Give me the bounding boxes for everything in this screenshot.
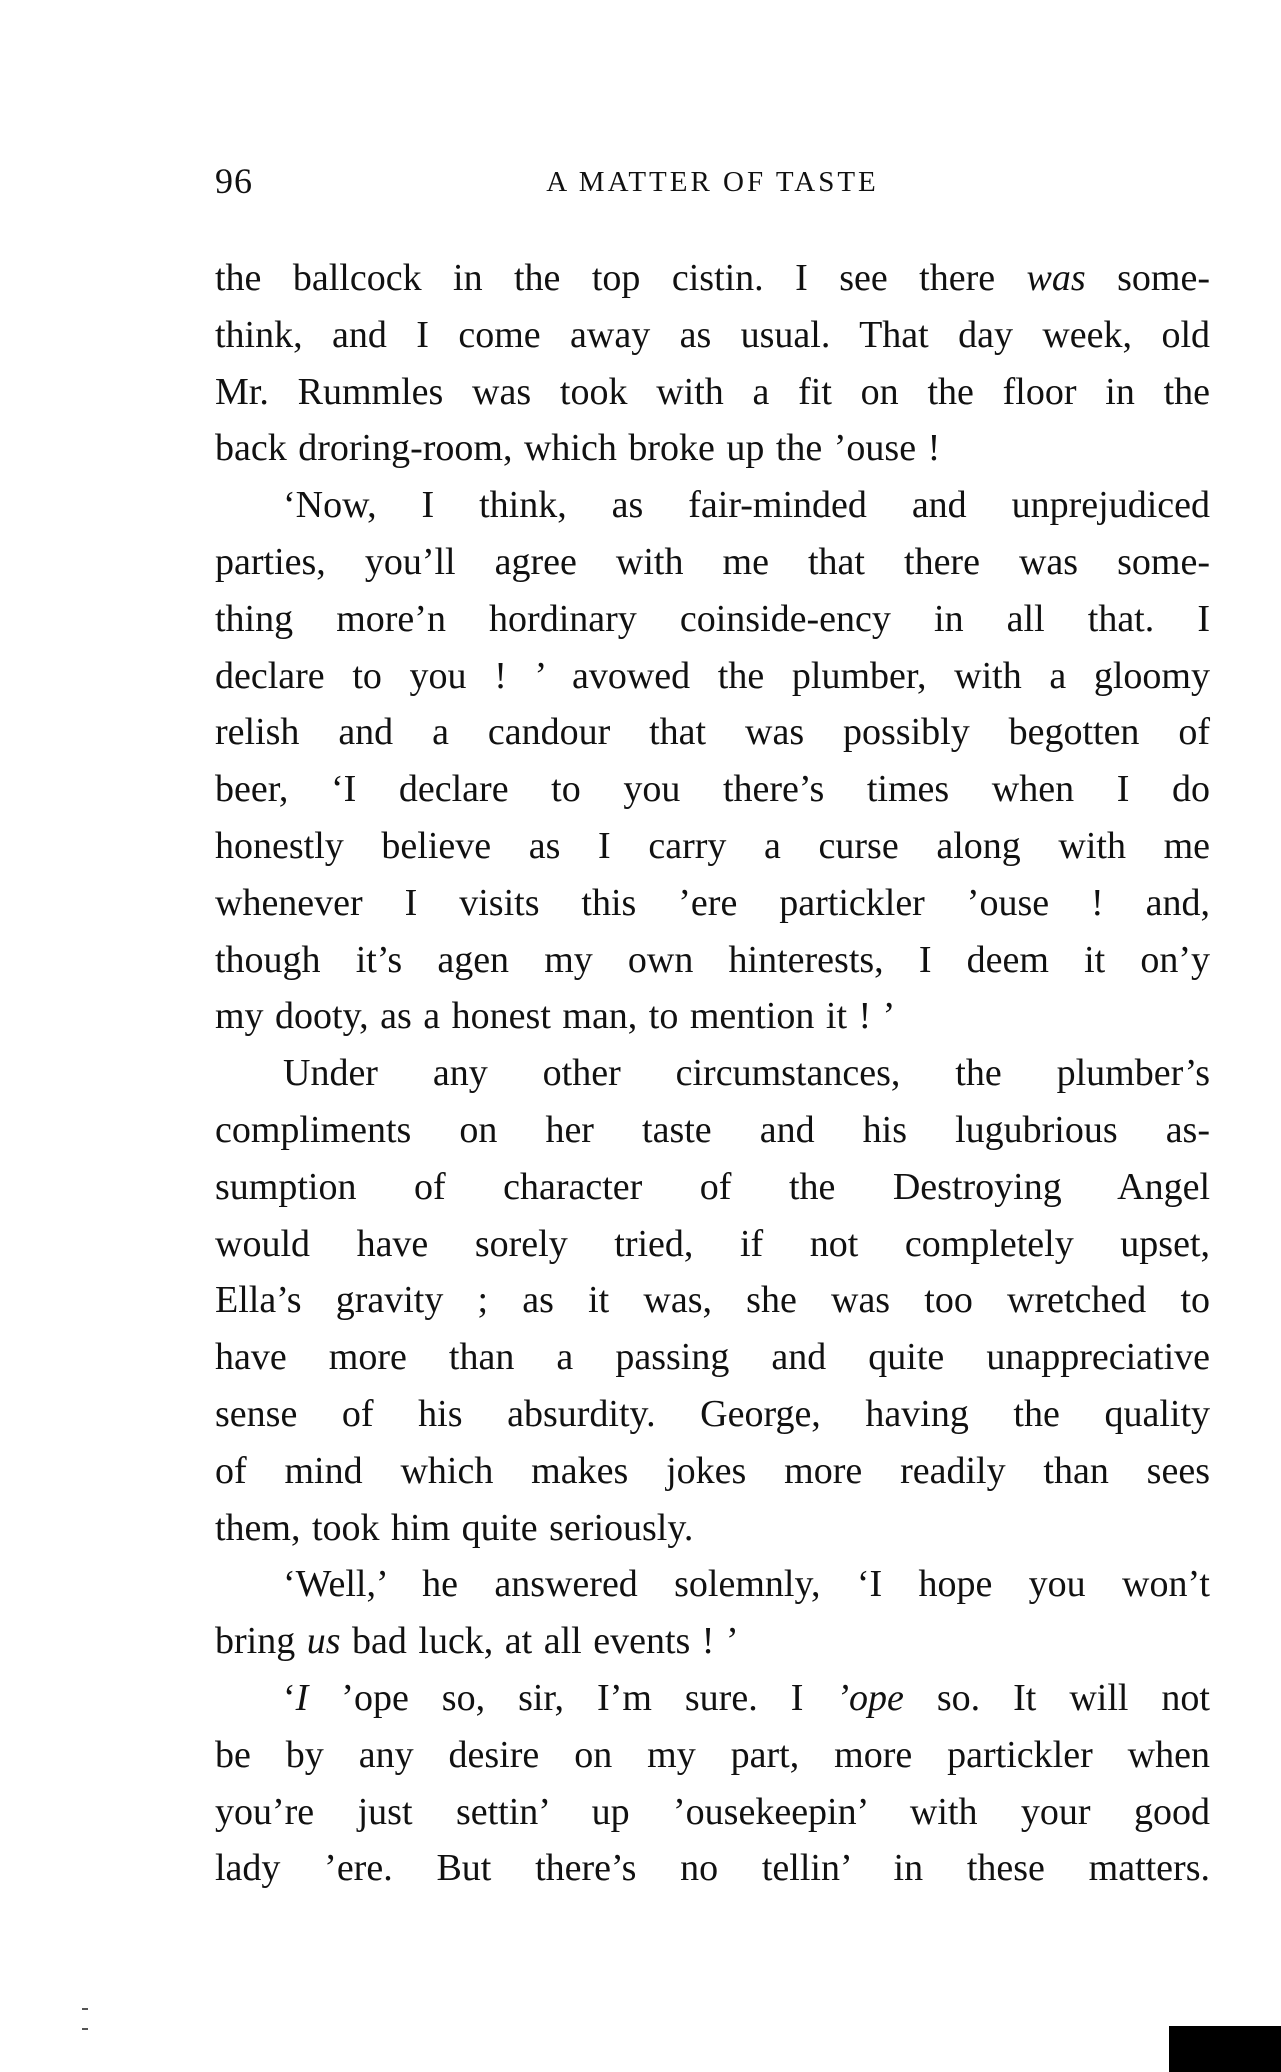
page-header	[215, 160, 1210, 204]
text-line: relish and a candour that was possibly begotten of	[215, 711, 1210, 754]
text-line: think, and I come away as usual. That day week, old	[215, 313, 1210, 356]
text-line: lady ’ere. But there’s no tellin’ in these matters.	[215, 1847, 1210, 1890]
text-line: be by any desire on my part, more partickler when	[215, 1733, 1210, 1776]
text-line: whenever I visits this ’ere partickler ’ouse ! and,	[215, 881, 1210, 924]
text-line: bring us bad luck, at all events ! ’	[215, 1620, 739, 1663]
text-line: ‘Well,’ he answered solemnly, ‘I hope you won’t	[283, 1563, 1210, 1606]
text-line: ‘I ’ope so, sir, I’m sure. I ’ope so. It will not	[283, 1676, 1210, 1719]
text-line: my dooty, as a honest man, to mention it ! ’	[215, 995, 896, 1038]
text-line: have more than a passing and quite unappreciative	[215, 1336, 1210, 1379]
text-line: compliments on her taste and his lugubrious as-	[215, 1108, 1210, 1151]
margin-mark	[82, 2028, 88, 2030]
text-line: beer, ‘I declare to you there’s times when I do	[215, 768, 1210, 811]
body-text	[215, 250, 1210, 1897]
text-line: honestly believe as I carry a curse along with me	[215, 824, 1210, 867]
text-line: parties, you’ll agree with me that there was some-	[215, 540, 1210, 583]
text-line: declare to you ! ’ avowed the plumber, with a gloomy	[215, 654, 1210, 697]
text-line: Mr. Rummles was took with a fit on the floor in the	[215, 370, 1210, 413]
scan-corner-blot	[1169, 2026, 1281, 2072]
text-line: you’re just settin’ up ’ousekeepin’ with your good	[215, 1790, 1210, 1833]
text-line: ‘Now, I think, as fair-minded and unprejudiced	[283, 484, 1210, 527]
text-line: of mind which makes jokes more readily than sees	[215, 1449, 1210, 1492]
text-line: though it’s agen my own hinterests, I deem it on’y	[215, 938, 1210, 981]
running-title: A MATTER OF TASTE	[546, 166, 879, 198]
page-number: 96	[215, 161, 253, 201]
text-line: the ballcock in the top cistin. I see there was some-	[215, 257, 1210, 299]
margin-mark	[82, 2008, 88, 2010]
text-line: Under any other circumstances, the plumber’s	[283, 1052, 1210, 1095]
text-line: Ella’s gravity ; as it was, she was too wretched to	[215, 1279, 1210, 1322]
text-line: would have sorely tried, if not completely upset,	[215, 1222, 1210, 1265]
text-line: thing more’n hordinary coinside-ency in all that. I	[215, 597, 1210, 640]
text-line: sumption of character of the Destroying Angel	[215, 1165, 1210, 1208]
text-line: back droring-room, which broke up the ’ouse !	[215, 427, 941, 470]
text-line: them, took him quite seriously.	[215, 1506, 694, 1549]
text-line: sense of his absurdity. George, having the quality	[215, 1392, 1210, 1435]
